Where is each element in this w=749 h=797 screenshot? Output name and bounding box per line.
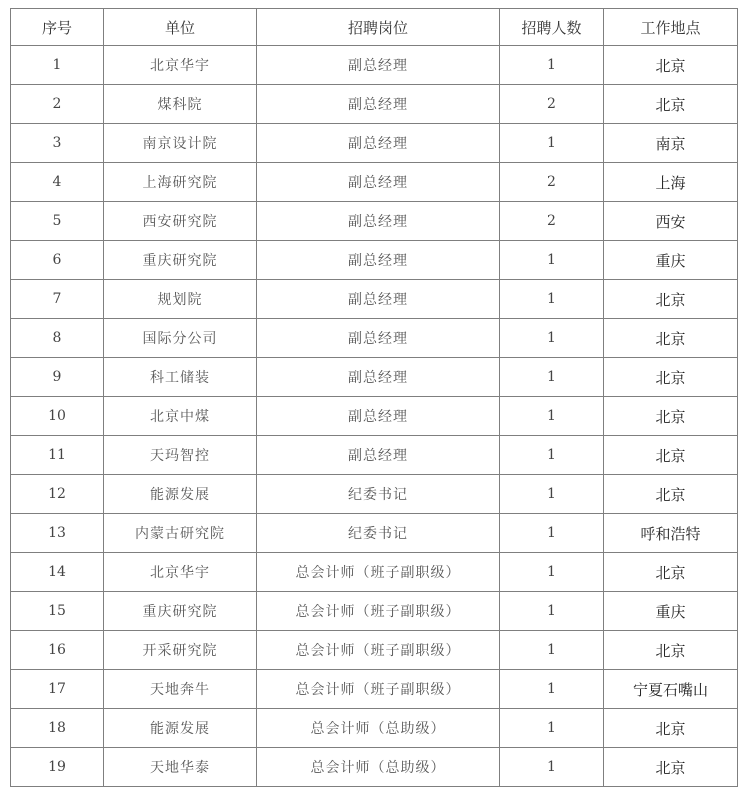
- cell-count: 1: [500, 709, 604, 748]
- cell-unit: 上海研究院: [104, 163, 257, 202]
- cell-unit: 天玛智控: [104, 436, 257, 475]
- cell-unit: 北京中煤: [104, 397, 257, 436]
- header-unit: 单位: [104, 9, 257, 46]
- cell-post: 总会计师（班子副职级）: [257, 592, 500, 631]
- cell-post: 副总经理: [257, 436, 500, 475]
- cell-unit: 南京设计院: [104, 124, 257, 163]
- cell-location: 北京: [604, 85, 738, 124]
- cell-no: 8: [11, 319, 104, 358]
- cell-count: 2: [500, 202, 604, 241]
- cell-location: 北京: [604, 631, 738, 670]
- table-row: [11, 631, 738, 670]
- cell-post: 纪委书记: [257, 475, 500, 514]
- cell-count: 1: [500, 514, 604, 553]
- cell-count: 1: [500, 436, 604, 475]
- cell-count: 1: [500, 631, 604, 670]
- table-row: [11, 514, 738, 553]
- header-location: 工作地点: [604, 9, 738, 46]
- cell-count: 1: [500, 280, 604, 319]
- table-row: [11, 748, 738, 787]
- cell-no: 9: [11, 358, 104, 397]
- cell-count: 1: [500, 475, 604, 514]
- table-row: [11, 475, 738, 514]
- recruitment-table: [10, 8, 738, 787]
- header-no: 序号: [11, 9, 104, 46]
- cell-location: 北京: [604, 709, 738, 748]
- cell-location: 南京: [604, 124, 738, 163]
- cell-location: 北京: [604, 358, 738, 397]
- cell-count: 1: [500, 319, 604, 358]
- cell-no: 6: [11, 241, 104, 280]
- header-count: 招聘人数: [500, 9, 604, 46]
- header-post: 招聘岗位: [257, 9, 500, 46]
- table-row: [11, 436, 738, 475]
- cell-count: 1: [500, 124, 604, 163]
- cell-count: 2: [500, 163, 604, 202]
- cell-count: 1: [500, 241, 604, 280]
- cell-unit: 重庆研究院: [104, 241, 257, 280]
- cell-unit: 能源发展: [104, 709, 257, 748]
- cell-unit: 内蒙古研究院: [104, 514, 257, 553]
- cell-location: 北京: [604, 319, 738, 358]
- cell-location: 呼和浩特: [604, 514, 738, 553]
- cell-location: 北京: [604, 397, 738, 436]
- cell-count: 2: [500, 85, 604, 124]
- cell-post: 副总经理: [257, 46, 500, 85]
- header-row: [11, 9, 738, 46]
- cell-unit: 天地奔牛: [104, 670, 257, 709]
- cell-no: 18: [11, 709, 104, 748]
- table-row: [11, 241, 738, 280]
- cell-count: 1: [500, 592, 604, 631]
- table-row: [11, 319, 738, 358]
- cell-location: 宁夏石嘴山: [604, 670, 738, 709]
- table-row: [11, 46, 738, 85]
- table-row: [11, 553, 738, 592]
- cell-unit: 开采研究院: [104, 631, 257, 670]
- cell-post: 副总经理: [257, 241, 500, 280]
- cell-no: 10: [11, 397, 104, 436]
- cell-no: 5: [11, 202, 104, 241]
- cell-no: 2: [11, 85, 104, 124]
- cell-post: 纪委书记: [257, 514, 500, 553]
- cell-no: 15: [11, 592, 104, 631]
- table-row: [11, 163, 738, 202]
- cell-no: 16: [11, 631, 104, 670]
- cell-location: 北京: [604, 280, 738, 319]
- cell-post: 总会计师（班子副职级）: [257, 553, 500, 592]
- cell-unit: 天地华泰: [104, 748, 257, 787]
- cell-location: 北京: [604, 553, 738, 592]
- table-row: [11, 592, 738, 631]
- cell-location: 重庆: [604, 592, 738, 631]
- cell-no: 19: [11, 748, 104, 787]
- table-row: [11, 202, 738, 241]
- cell-post: 副总经理: [257, 280, 500, 319]
- cell-unit: 规划院: [104, 280, 257, 319]
- cell-count: 1: [500, 358, 604, 397]
- table-row: [11, 670, 738, 709]
- cell-location: 北京: [604, 436, 738, 475]
- cell-unit: 北京华宇: [104, 553, 257, 592]
- table-row: [11, 397, 738, 436]
- cell-count: 1: [500, 670, 604, 709]
- cell-location: 北京: [604, 475, 738, 514]
- table-row: [11, 709, 738, 748]
- cell-count: 1: [500, 748, 604, 787]
- cell-unit: 西安研究院: [104, 202, 257, 241]
- cell-no: 3: [11, 124, 104, 163]
- cell-post: 副总经理: [257, 202, 500, 241]
- cell-count: 1: [500, 397, 604, 436]
- table-body: [11, 46, 738, 787]
- cell-unit: 国际分公司: [104, 319, 257, 358]
- cell-unit: 北京华宇: [104, 46, 257, 85]
- table-row: [11, 85, 738, 124]
- cell-location: 北京: [604, 46, 738, 85]
- cell-post: 总会计师（班子副职级）: [257, 631, 500, 670]
- table-row: [11, 358, 738, 397]
- cell-location: 西安: [604, 202, 738, 241]
- cell-no: 7: [11, 280, 104, 319]
- cell-location: 上海: [604, 163, 738, 202]
- cell-no: 12: [11, 475, 104, 514]
- cell-location: 北京: [604, 748, 738, 787]
- cell-post: 副总经理: [257, 85, 500, 124]
- cell-post: 总会计师（班子副职级）: [257, 670, 500, 709]
- cell-no: 1: [11, 46, 104, 85]
- cell-no: 14: [11, 553, 104, 592]
- cell-no: 4: [11, 163, 104, 202]
- cell-post: 总会计师（总助级）: [257, 748, 500, 787]
- cell-no: 11: [11, 436, 104, 475]
- cell-post: 副总经理: [257, 124, 500, 163]
- cell-unit: 重庆研究院: [104, 592, 257, 631]
- table-row: [11, 124, 738, 163]
- cell-post: 副总经理: [257, 397, 500, 436]
- cell-post: 副总经理: [257, 163, 500, 202]
- cell-post: 副总经理: [257, 358, 500, 397]
- cell-post: 总会计师（总助级）: [257, 709, 500, 748]
- cell-post: 副总经理: [257, 319, 500, 358]
- cell-count: 1: [500, 46, 604, 85]
- cell-no: 13: [11, 514, 104, 553]
- cell-no: 17: [11, 670, 104, 709]
- cell-unit: 科工储装: [104, 358, 257, 397]
- cell-location: 重庆: [604, 241, 738, 280]
- table-row: [11, 280, 738, 319]
- cell-unit: 煤科院: [104, 85, 257, 124]
- cell-count: 1: [500, 553, 604, 592]
- cell-unit: 能源发展: [104, 475, 257, 514]
